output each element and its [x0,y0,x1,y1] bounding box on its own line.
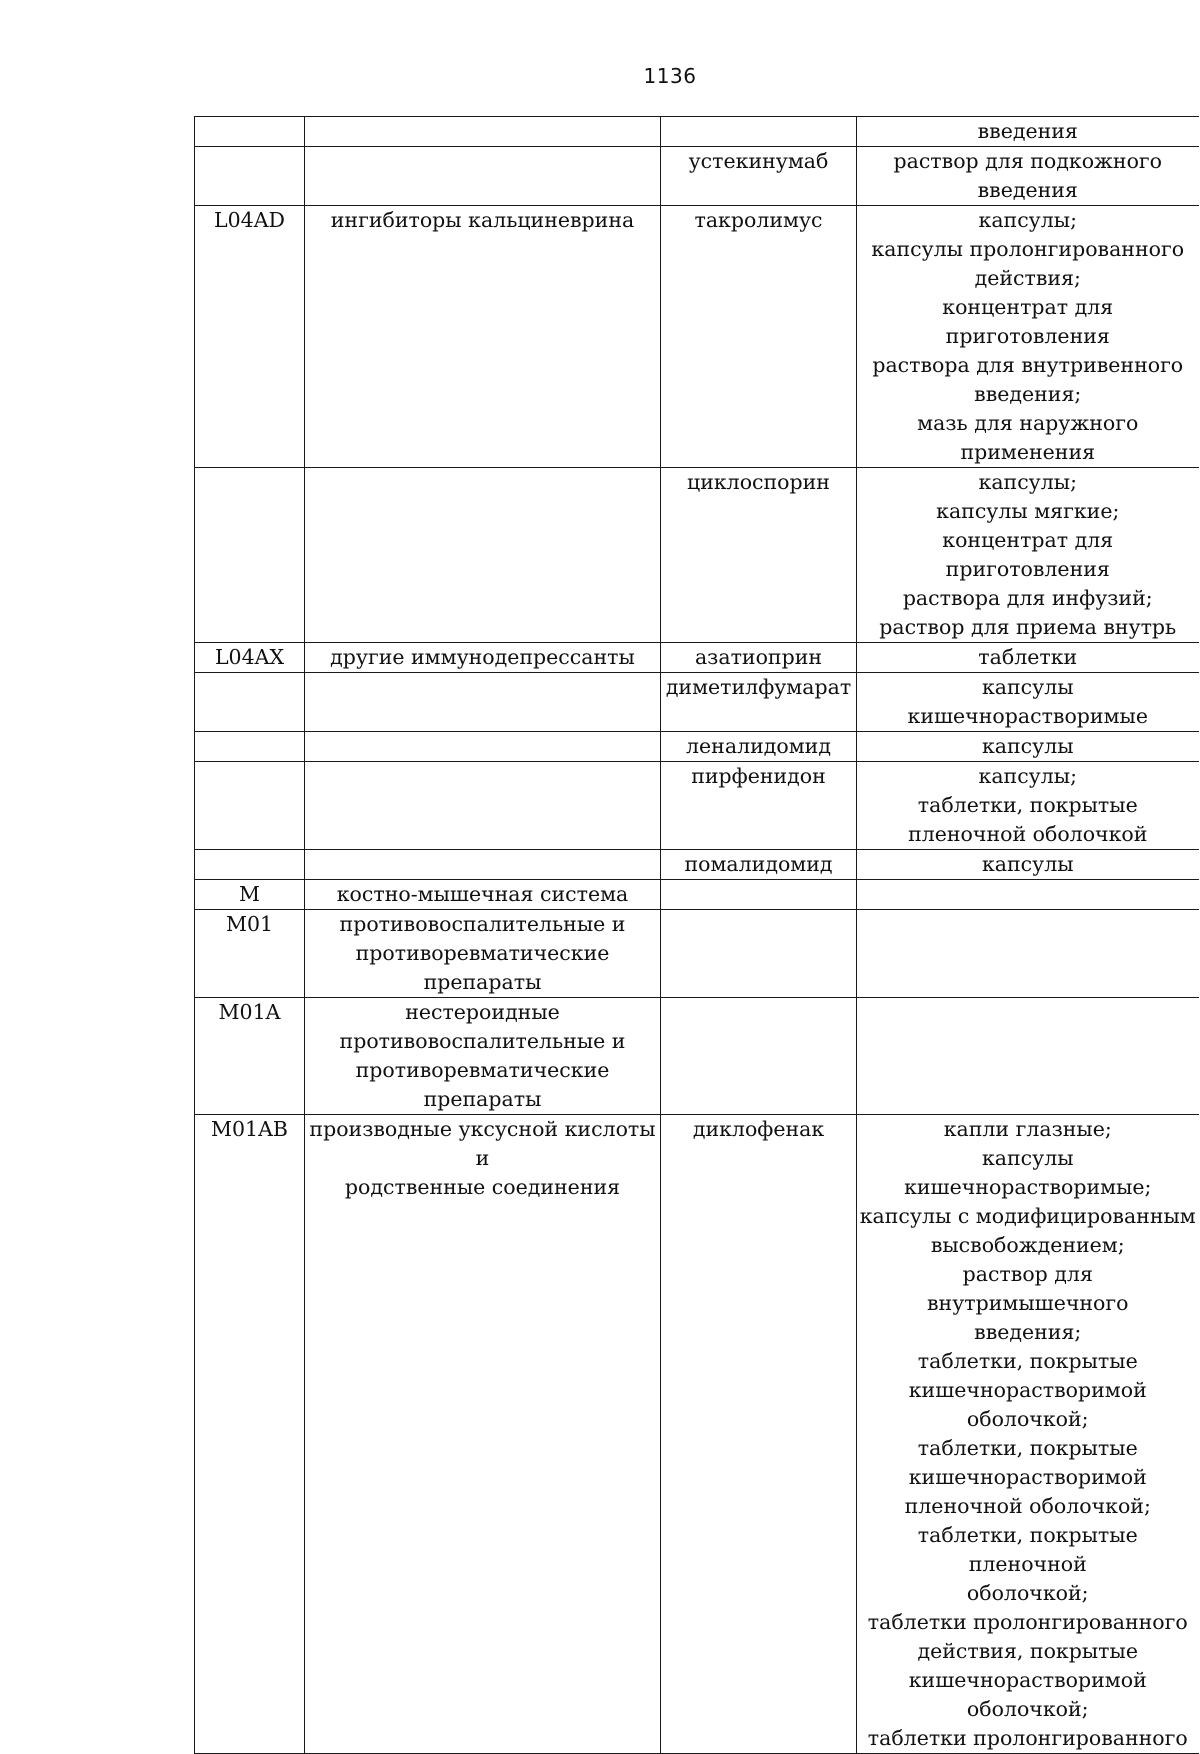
atc-code-cell [195,147,305,206]
dosage-form-line: таблетки [978,645,1078,669]
atc-code-cell [195,850,305,880]
table-row [195,206,1199,468]
dosage-forms-cell [857,147,1199,206]
dosage-form-line: капли глазные; [943,1117,1112,1141]
group-name-cell [305,673,661,732]
atc-code-cell: L04AX [195,643,305,673]
table-row [195,117,1199,147]
dosage-form-line: таблетки, покрытые пленочной [917,1523,1138,1576]
group-name-cell [305,1115,661,1754]
group-name-line: препараты [423,970,542,994]
drug-name-cell [661,910,857,998]
dosage-form-line: раствор для подкожного [893,149,1162,173]
page-number: 1136 [643,64,697,88]
drug-name-cell [661,998,857,1115]
dosage-form-line: капсулы [981,852,1074,876]
dosage-form-line: оболочкой; [966,1407,1089,1431]
group-name-line: другие иммунодепрессанты [330,645,635,669]
group-name-cell [305,206,661,468]
table-row [195,762,1199,850]
table-row [195,147,1199,206]
drug-name-cell: пирфенидон [661,762,857,850]
group-name-line: противовоспалительные и [339,912,626,936]
table-row [195,1115,1199,1754]
dosage-form-line: таблетки пролонгированного [867,1610,1188,1634]
table-row [195,673,1199,732]
dosage-form-line: высвобождением; [930,1233,1125,1257]
group-name-cell [305,147,661,206]
group-name-cell [305,880,661,910]
group-name-cell [305,910,661,998]
group-name-line: противоревматические [355,1058,610,1082]
dosage-form-line: кишечнорастворимой [908,1378,1147,1402]
dosage-form-line: капсулы мягкие; [936,499,1120,523]
dosage-form-line: капсулы кишечнорастворимые [907,675,1148,728]
dosage-forms-cell [857,762,1199,850]
dosage-form-line: раствор для внутримышечного [927,1262,1129,1315]
dosage-forms-cell [857,850,1199,880]
dosage-form-line: раствор для приема внутрь [879,615,1177,639]
drug-name-cell: циклоспорин [661,468,857,643]
dosage-form-line: введения [977,119,1078,143]
dosage-form-line: таблетки, покрытые [917,793,1138,817]
group-name-cell [305,643,661,673]
dosage-forms-cell [857,732,1199,762]
dosage-forms-cell [857,206,1199,468]
dosage-forms-cell [857,1115,1199,1754]
dosage-form-line: мазь для наружного [917,411,1139,435]
drug-name-cell: леналидомид [661,732,857,762]
dosage-forms-cell [857,910,1199,998]
group-name-line: нестероидные [405,1000,560,1024]
group-name-line: родственные соединения [344,1175,621,1199]
dosage-form-line: введения; [974,382,1082,406]
group-name-line: производные уксусной кислоты и [309,1117,656,1170]
group-name-cell [305,998,661,1115]
dosage-forms-cell [857,880,1199,910]
table-row [195,643,1199,673]
group-name-cell [305,732,661,762]
atc-code-cell: L04AD [195,206,305,468]
group-name-cell [305,762,661,850]
group-name-line: ингибиторы кальциневрина [330,208,635,232]
dosage-form-line: раствора для инфузий; [902,586,1153,610]
table-row [195,850,1199,880]
dosage-form-line: применения [960,440,1096,464]
atc-code-cell [195,673,305,732]
dosage-forms-cell [857,998,1199,1115]
dosage-form-line: концентрат для приготовления [942,295,1114,348]
dosage-form-line: капсулы; [978,764,1077,788]
table-row [195,732,1199,762]
atc-code-cell [195,732,305,762]
dosage-form-line: пленочной оболочкой [908,822,1148,846]
drug-name-cell: азатиоприн [661,643,857,673]
dosage-form-line: оболочкой; [966,1697,1089,1721]
drug-table-body [195,117,1199,1754]
atc-code-cell: M01A [195,998,305,1115]
dosage-form-line: оболочкой; [966,1581,1089,1605]
table-row [195,910,1199,998]
group-name-cell [305,468,661,643]
dosage-form-line: введения [977,178,1078,202]
drug-name-cell [661,880,857,910]
table-row [195,468,1199,643]
dosage-form-line: таблетки пролонгированного [867,1726,1188,1750]
dosage-form-line: пленочной оболочкой; [904,1494,1151,1518]
dosage-forms-cell [857,468,1199,643]
group-name-cell [305,850,661,880]
group-name-line: препараты [423,1087,542,1111]
dosage-form-line: раствора для внутривенного [872,353,1184,377]
dosage-form-line: кишечнорастворимой [908,1465,1147,1489]
atc-code-cell [195,117,305,147]
dosage-form-line: капсулы с модифицированным [859,1204,1196,1228]
dosage-forms-cell [857,673,1199,732]
dosage-form-line: введения; [974,1320,1082,1344]
dosage-form-line: капсулы; [978,470,1077,494]
group-name-cell [305,117,661,147]
atc-code-cell: M [195,880,305,910]
dosage-form-line: капсулы кишечнорастворимые; [904,1146,1152,1199]
dosage-form-line: капсулы пролонгированного [871,237,1185,261]
group-name-line: костно-мышечная система [336,882,629,906]
dosage-form-line: действия, покрытые [917,1639,1138,1663]
dosage-form-line: капсулы [981,734,1074,758]
drug-name-cell: устекинумаб [661,147,857,206]
atc-code-cell [195,468,305,643]
drug-table [194,116,1199,1754]
dosage-form-line: таблетки, покрытые [917,1436,1138,1460]
drug-name-cell: диклофенак [661,1115,857,1754]
atc-code-cell: M01AB [195,1115,305,1754]
dosage-form-line: капсулы; [978,208,1077,232]
dosage-form-line: концентрат для приготовления [942,528,1114,581]
dosage-forms-cell [857,117,1199,147]
atc-code-cell: M01 [195,910,305,998]
table-row [195,998,1199,1115]
table-row [195,880,1199,910]
group-name-line: противовоспалительные и [339,1029,626,1053]
drug-name-cell: такролимус [661,206,857,468]
dosage-form-line: кишечнорастворимой [908,1668,1147,1692]
group-name-line: противоревматические [355,941,610,965]
dosage-form-line: таблетки, покрытые [917,1349,1138,1373]
drug-name-cell: диметилфумарат [661,673,857,732]
dosage-forms-cell [857,643,1199,673]
atc-code-cell [195,762,305,850]
dosage-form-line: действия; [974,266,1081,290]
drug-name-cell [661,117,857,147]
drug-name-cell: помалидомид [661,850,857,880]
